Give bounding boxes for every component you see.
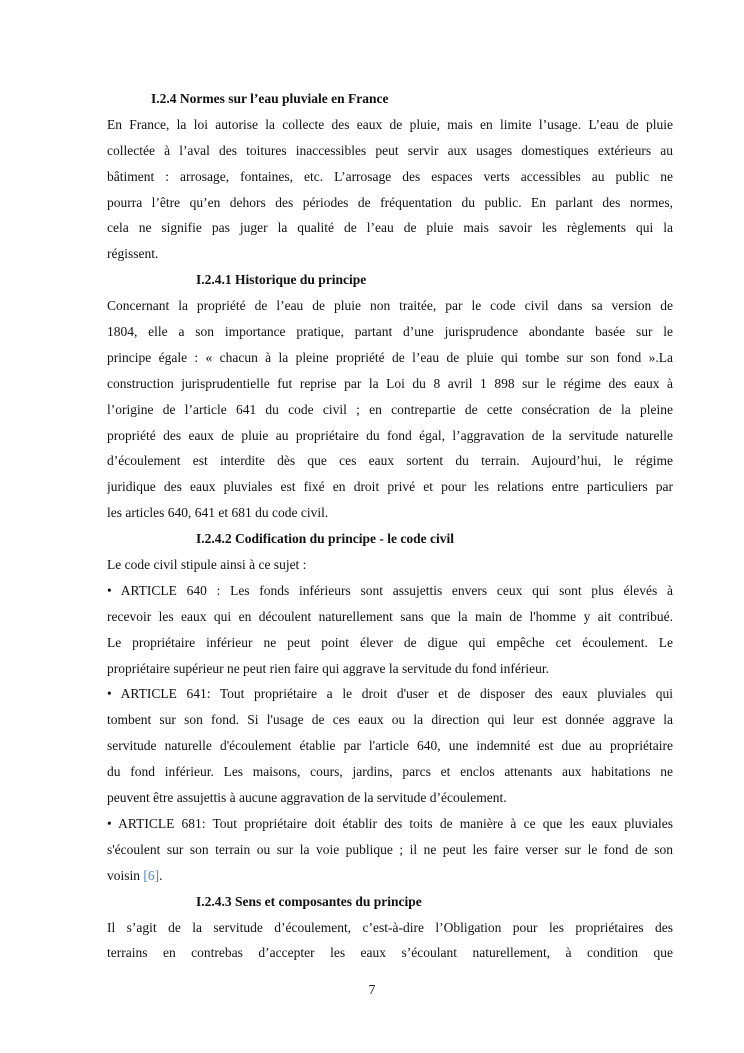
paragraph-line: principe égale : « chacun à la pleine propriété de l’eau de pluie qui tombe sur son fond ».La	[107, 349, 673, 365]
paragraph-line: Concernant la propriété de l’eau de pluie non traitée, par le code civil dans sa version de	[107, 298, 673, 314]
article-640-line: propriétaire supérieur ne peut rien faire qui aggrave la servitude du fond inférieur.	[107, 660, 549, 676]
article-641-line: tombent sur son fond. Si l'usage de ces eaux ou la direction qui leur est donnée aggrave la	[107, 712, 673, 728]
article-641-line: du fond inférieur. Les maisons, cours, jardins, parcs et enclos attenants aux habitations ne	[107, 764, 673, 780]
paragraph-line: régissent.	[107, 246, 159, 262]
paragraph-line: construction jurisprudentielle fut reprise par la Loi du 8 avril 1 898 sur le régime des eaux à	[107, 375, 673, 391]
paragraph-line: les articles 640, 641 et 681 du code civil.	[107, 505, 329, 521]
paragraph-line: propriété des eaux de pluie au propriétaire du fond égal, l’aggravation de la servitude naturelle	[107, 427, 673, 443]
subsection-heading: I.2.4.3 Sens et composantes du principe	[196, 893, 422, 909]
article-640-line: Le propriétaire inférieur ne peut point élever de digue qui empêche cet écoulement. Le	[107, 634, 673, 650]
subsection-heading: I.2.4.1 Historique du principe	[196, 272, 367, 288]
paragraph-line: pourra l’être qu’en dehors des périodes de fréquentation du public. En parlant des normes,	[107, 194, 673, 210]
article-641-line: peuvent être assujettis à aucune aggravation de la servitude d’écoulement.	[107, 790, 507, 806]
article-641-line: • ARTICLE 641: Tout propriétaire a le droit d'user et de disposer des eaux pluviales qui	[107, 686, 673, 702]
paragraph-line: bâtiment : arrosage, fontaines, etc. L’arrosage des espaces verts accessibles au public ne	[107, 168, 673, 184]
document-page	[107, 86, 673, 966]
article-640-line: recevoir les eaux qui en découlent naturellement sans que la main de l'homme y ait contribué.	[107, 608, 673, 624]
article-640-line: • ARTICLE 640 : Les fonds inférieurs sont assujettis envers ceux qui sont plus élevés à	[107, 582, 673, 598]
article-681-line: • ARTICLE 681: Tout propriétaire doit établir des toits de manière à ce que les eaux pluviales	[107, 815, 673, 831]
section-heading: I.2.4 Normes sur l’eau pluviale en France	[151, 91, 389, 106]
citation-link[interactable]: [6]	[143, 867, 160, 883]
article-641-line: servitude naturelle d'écoulement établie par l'article 640, une indemnité est due au propriétaire	[107, 738, 673, 754]
article-681-text: voisin	[107, 867, 144, 883]
article-681-line	[107, 863, 673, 889]
paragraph-line: 1804, elle a son importance pratique, partant d’une jurisprudence abondante basée sur le	[107, 324, 673, 340]
paragraph-line: collectée à l’aval des toitures inaccessibles peut servir aux usages domestiques extérieurs au	[107, 142, 673, 158]
paragraph-line: l’origine de l’article 641 du code civil ; en contrepartie de cette consécration de la pleine	[107, 401, 673, 417]
subsection-heading: I.2.4.2 Codification du principe - le code civil	[196, 531, 454, 547]
paragraph-line: En France, la loi autorise la collecte des eaux de pluie, mais en limite l’usage. L’eau de pluie	[107, 116, 673, 132]
article-681-line: s'écoulent sur son terrain ou sur la voie publique ; il ne peut les faire verser sur le fond de son	[107, 841, 673, 857]
paragraph-line: cela ne signifie pas juger la qualité de l’eau de pluie mais savoir les règlements qui la	[107, 220, 673, 236]
paragraph-line: terrains en contrebas d’accepter les eaux s’écoulant naturellement, à condition que	[107, 945, 673, 961]
page-number: 7	[368, 982, 376, 997]
paragraph-line: d’écoulement est interdite dès que ces eaux sortent du terrain. Aujourd’hui, le régime	[107, 453, 673, 469]
paragraph-line: Il s’agit de la servitude d’écoulement, c’est-à-dire l’Obligation pour les propriétaires des	[107, 919, 673, 935]
article-681-period: .	[159, 867, 163, 883]
paragraph-line: juridique des eaux pluviales est fixé en droit privé et pour les relations entre particuliers par	[107, 479, 673, 495]
paragraph-line: Le code civil stipule ainsi à ce sujet :	[107, 557, 307, 573]
